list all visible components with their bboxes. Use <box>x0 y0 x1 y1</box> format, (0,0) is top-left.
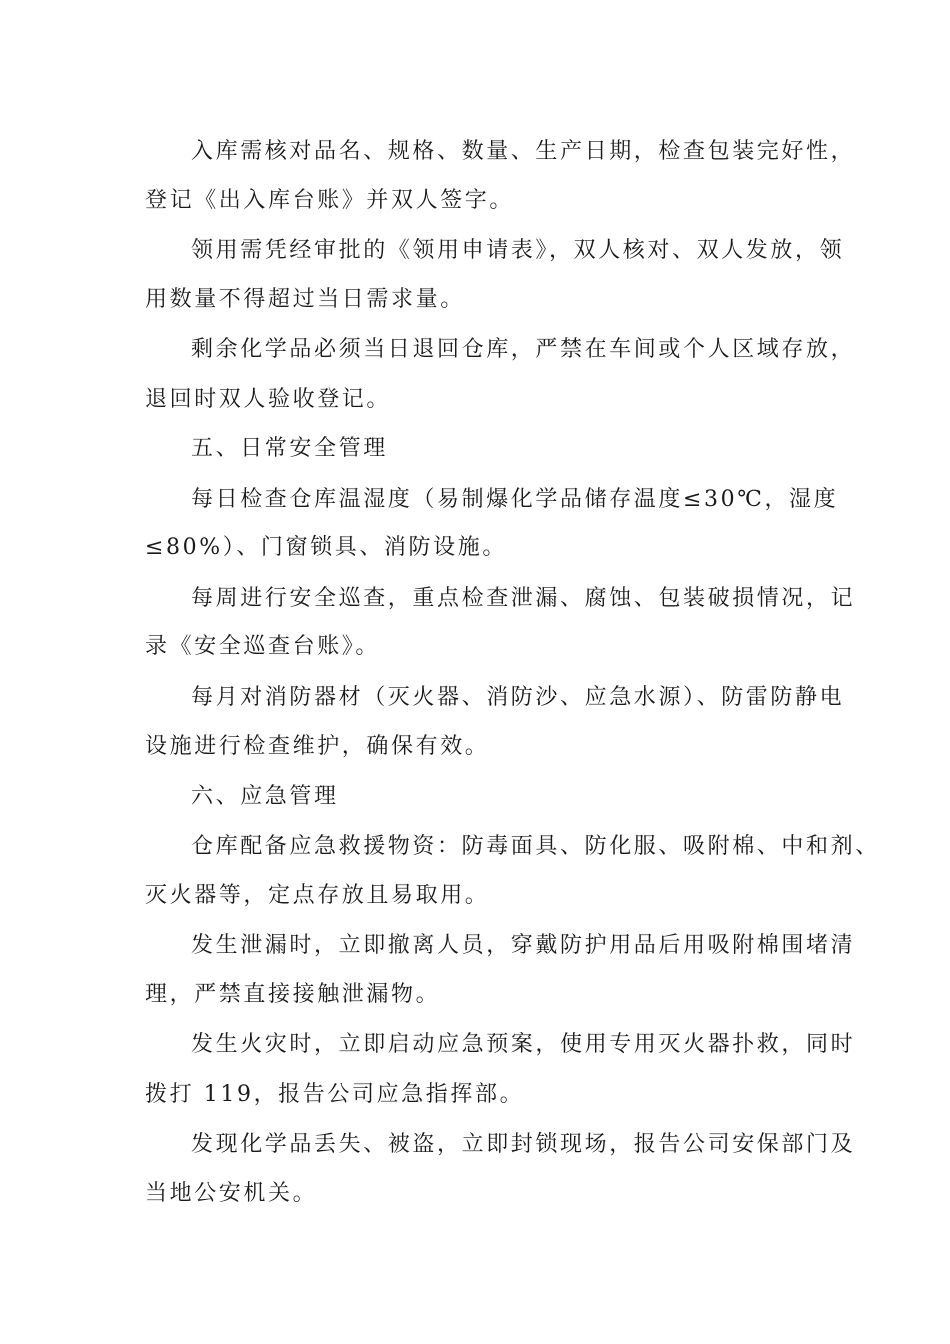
paragraph-line: 发生火灾时，立即启动应急预案，使用专用灭火器扑救，同时 <box>191 1032 856 1057</box>
paragraph-line: 剩余化学品必须当日退回仓库，严禁在车间或个人区域存放， <box>191 337 856 362</box>
paragraph-line: 灭火器等，定点存放且易取用。 <box>145 883 490 908</box>
paragraph-line: 仓库配备应急救援物资：防毒面具、防化服、吸附棉、中和剂、 <box>191 834 880 859</box>
paragraph-line: 录《安全巡查台账》。 <box>145 634 381 659</box>
section-heading: 五、日常安全管理 <box>191 436 388 461</box>
paragraph-line: 每日检查仓库温湿度（易制爆化学品储存温度≤30℃，湿度 <box>191 487 839 512</box>
paragraph-line: ≤80%）、门窗锁具、消防设施。 <box>145 535 507 560</box>
paragraph-line: 每周进行安全巡查，重点检查泄漏、腐蚀、包装破损情况，记 <box>191 586 856 611</box>
paragraph-line: 设施进行检查维护，确保有效。 <box>145 734 490 759</box>
paragraph-line: 退回时双人验收登记。 <box>145 387 392 412</box>
paragraph-line: 当地公安机关。 <box>145 1181 318 1206</box>
paragraph-line: 每月对消防器材（灭火器、消防沙、应急水源）、防雷防静电 <box>191 685 845 710</box>
paragraph-line: 发生泄漏时，立即撤离人员，穿戴防护用品后用吸附棉围堵清 <box>191 933 856 958</box>
paragraph-line: 领用需凭经审批的《领用申请表》，双人核对、双人发放，领 <box>191 238 845 263</box>
paragraph-line: 入库需核对品名、规格、数量、生产日期，检查包装完好性， <box>191 139 856 164</box>
paragraph-line: 登记《出入库台账》并双人签字。 <box>145 188 515 213</box>
paragraph-line: 拨打 119，报告公司应急指挥部。 <box>145 1082 525 1107</box>
section-heading: 六、应急管理 <box>191 784 339 809</box>
paragraph-line: 理，严禁直接接触泄漏物。 <box>145 982 441 1007</box>
paragraph-line: 发现化学品丢失、被盗，立即封锁现场，报告公司安保部门及 <box>191 1132 856 1157</box>
paragraph-line: 用数量不得超过当日需求量。 <box>145 287 465 312</box>
